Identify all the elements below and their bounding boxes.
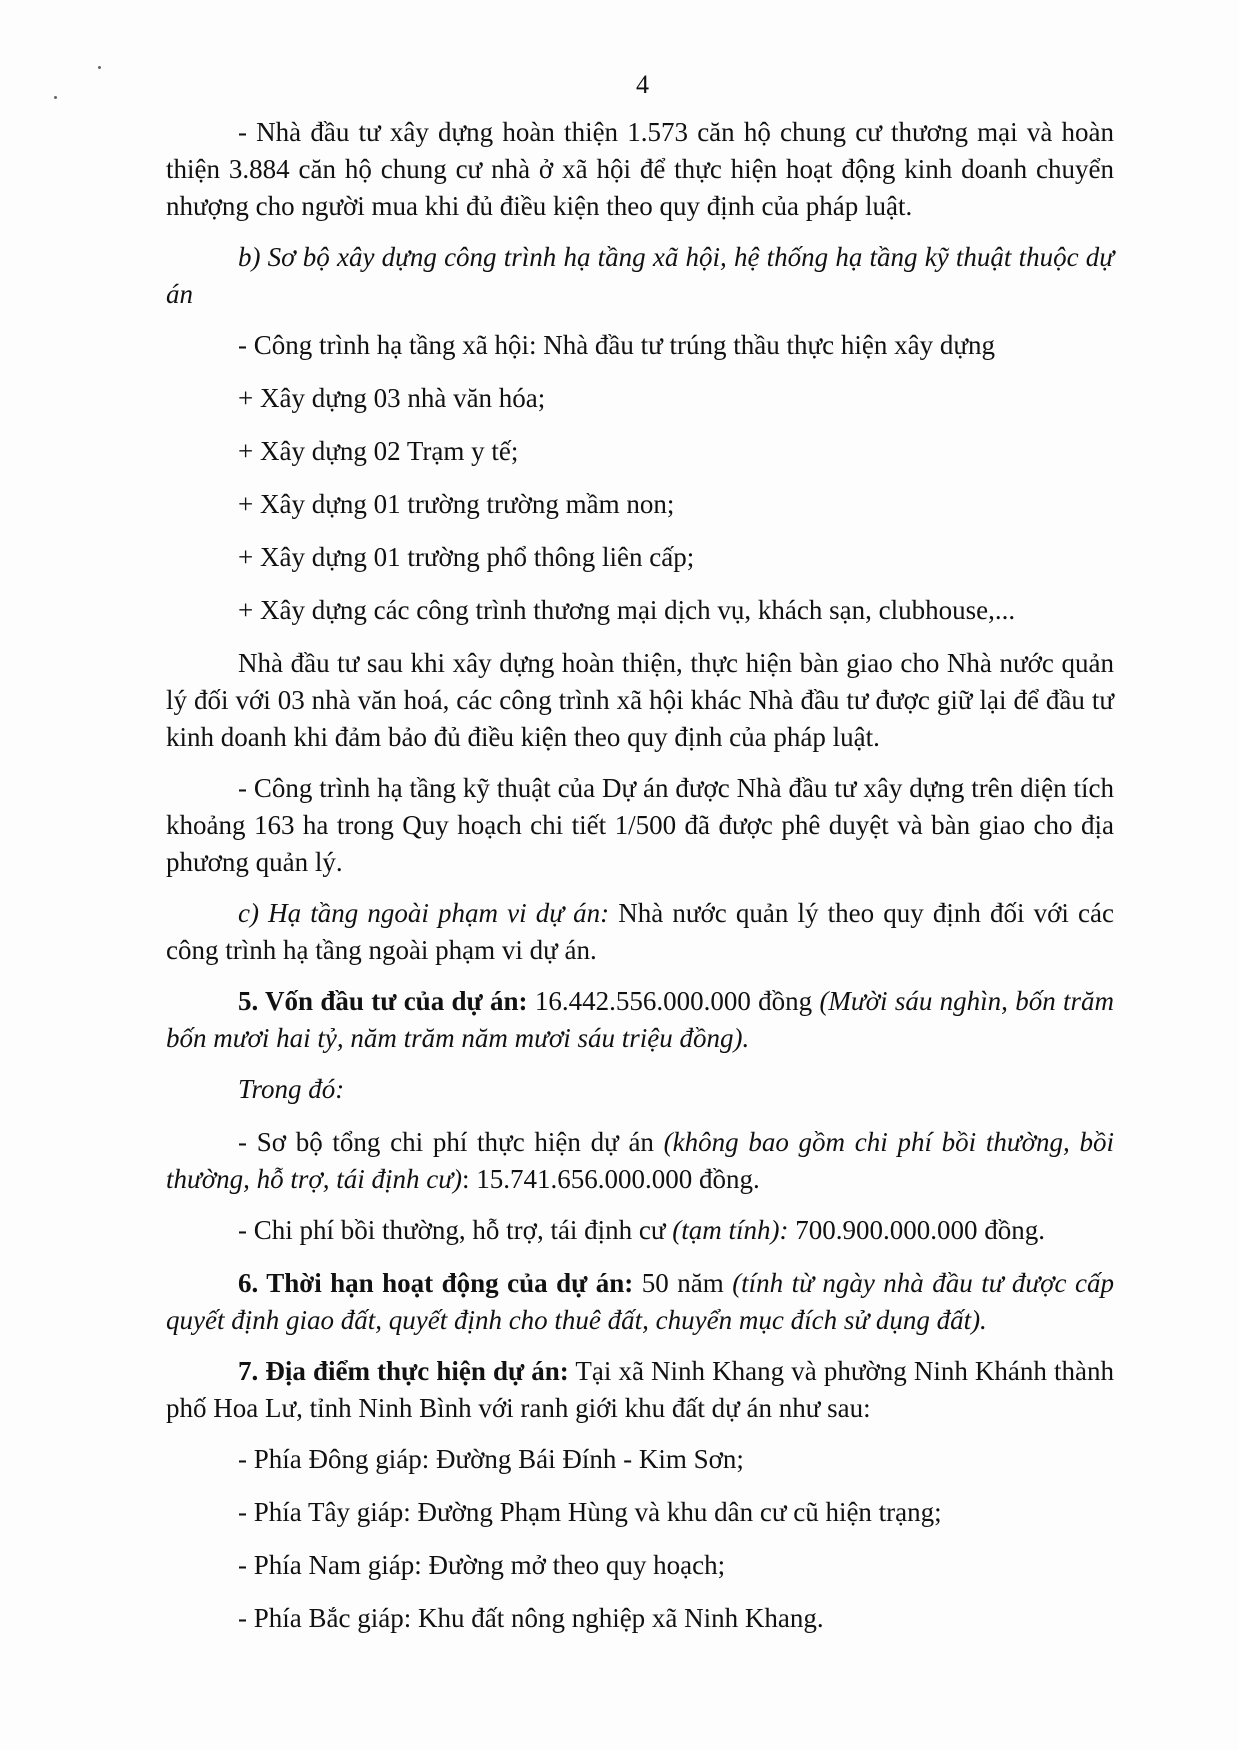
page-number: 4 xyxy=(636,70,649,99)
list-item: + Xây dựng 01 trường phổ thông liên cấp; xyxy=(238,542,695,572)
project-cost-label: - Sơ bộ tổng chi phí thực hiện dự án xyxy=(238,1127,664,1157)
section-7-heading: 7. Địa điểm thực hiện dự án: xyxy=(238,1356,569,1386)
paragraph-handover: Nhà đầu tư sau khi xây dựng hoàn thiện, thực hiện bàn giao cho Nhà nước quản lý đối với 03 nhà văn hoá, các công trình xã hội khác Nhà đầu tư được giữ lại để đầu tư kinh doanh khi đảm bảo đủ điều kiện theo quy định của pháp luật. xyxy=(166,648,1114,752)
section-c-heading: c) Hạ tầng ngoài phạm vi dự án: xyxy=(238,898,610,928)
paragraph-social-infrastructure: - Công trình hạ tầng xã hội: Nhà đầu tư trúng thầu thực hiện xây dựng xyxy=(238,330,996,360)
project-cost-note: (không bao gồm chi phí bồi thường, bồi thường, hỗ trợ, tái định cư) xyxy=(166,1127,1114,1194)
compensation-cost-label: - Chi phí bồi thường, hỗ trợ, tái định cư xyxy=(238,1215,673,1245)
compensation-cost-note: (tạm tính): xyxy=(672,1215,789,1245)
paragraph-compensation-cost xyxy=(166,1212,1114,1249)
list-item: + Xây dựng các công trình thương mại dịch vụ, khách sạn, clubhouse,... xyxy=(238,595,1016,625)
list-item: + Xây dựng 01 trường trường mầm non; xyxy=(238,489,675,519)
boundary-north: - Phía Bắc giáp: Khu đất nông nghiệp xã Ninh Khang. xyxy=(238,1603,824,1633)
duration-value: 50 năm xyxy=(633,1268,733,1298)
scan-speck xyxy=(98,66,101,69)
in-which-label: Trong đó: xyxy=(238,1074,345,1104)
section-c-text: Nhà nước quản lý theo quy định đối với các công trình hạ tầng ngoài phạm vi dự án. xyxy=(166,898,1114,965)
paragraph-project-cost xyxy=(166,1124,1114,1198)
boundary-west: - Phía Tây giáp: Đường Phạm Hùng và khu dân cư cũ hiện trạng; xyxy=(238,1497,942,1527)
investment-amount: 16.442.556.000.000 đồng xyxy=(527,986,820,1016)
section-6-heading: 6. Thời hạn hoạt động của dự án: xyxy=(238,1268,634,1298)
section-c-paragraph xyxy=(166,895,1114,969)
duration-note: (tính từ ngày nhà đầu tư được cấp quyết định giao đất, quyết định cho thuê đất, chuyển mục đích sử dụng đất). xyxy=(166,1268,1114,1335)
project-cost-value: : 15.741.656.000.000 đồng. xyxy=(462,1164,760,1194)
boundary-east: - Phía Đông giáp: Đường Bái Đính - Kim Sơn; xyxy=(238,1444,744,1474)
section-5-heading: 5. Vốn đầu tư của dự án: xyxy=(238,986,528,1016)
section-7-paragraph xyxy=(166,1353,1114,1427)
boundary-south: - Phía Nam giáp: Đường mở theo quy hoạch; xyxy=(238,1550,726,1580)
document-body xyxy=(166,114,1114,1653)
list-item: + Xây dựng 03 nhà văn hóa; xyxy=(238,383,546,413)
paragraph-technical-infrastructure: - Công trình hạ tầng kỹ thuật của Dự án được Nhà đầu tư xây dựng trên diện tích khoảng 163 ha trong Quy hoạch chi tiết 1/500 đã được phê duyệt và bàn giao cho địa phương quản lý. xyxy=(166,773,1114,877)
section-b-heading: b) Sơ bộ xây dựng công trình hạ tầng xã hội, hệ thống hạ tầng kỹ thuật thuộc dự án xyxy=(166,242,1114,309)
section-5-paragraph xyxy=(166,983,1114,1057)
investment-amount-words: (Mười sáu nghìn, bốn trăm bốn mươi hai tỷ, năm trăm năm mươi sáu triệu đồng). xyxy=(166,986,1115,1053)
list-item: + Xây dựng 02 Trạm y tế; xyxy=(238,436,519,466)
section-6-paragraph xyxy=(166,1265,1114,1339)
compensation-cost-value: 700.900.000.000 đồng. xyxy=(788,1215,1046,1245)
paragraph-apartments: - Nhà đầu tư xây dựng hoàn thiện 1.573 căn hộ chung cư thương mại và hoàn thiện 3.884 căn hộ chung cư nhà ở xã hội để thực hiện hoạt động kinh doanh chuyển nhượng cho người mua khi đủ điều kiện theo quy định của pháp luật. xyxy=(166,117,1114,221)
location-text: Tại xã Ninh Khang và phường Ninh Khánh thành phố Hoa Lư, tỉnh Ninh Bình với ranh giới khu đất dự án như sau: xyxy=(166,1356,1114,1423)
